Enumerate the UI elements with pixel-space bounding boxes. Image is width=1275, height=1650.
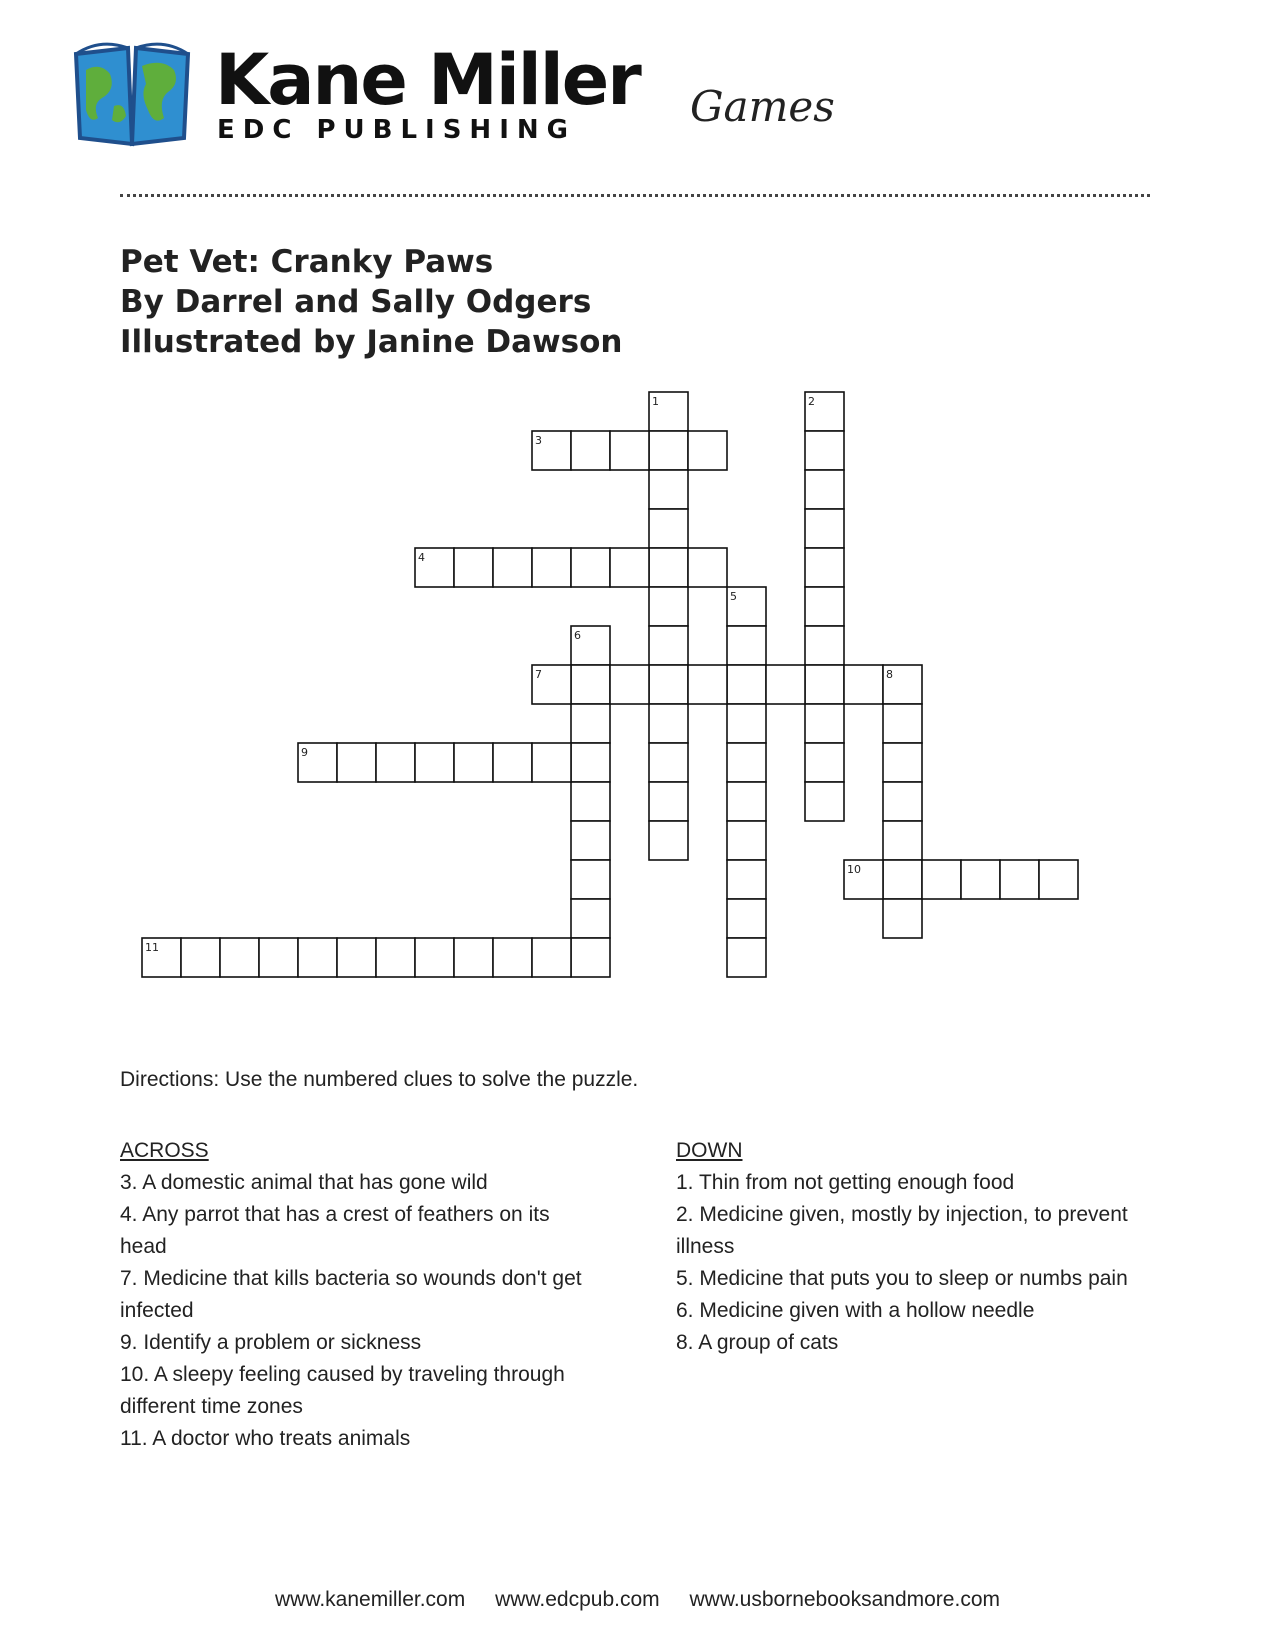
- clue-down-2: 2. Medicine given, mostly by injection, to prevent illness: [676, 1203, 1128, 1258]
- clue-across-9: 9. Identify a problem or sickness: [120, 1331, 422, 1354]
- clue-number-7: 7: [535, 668, 542, 681]
- grid-cell[interactable]: [805, 626, 844, 665]
- grid-cell[interactable]: [376, 743, 415, 782]
- grid-cell[interactable]: [727, 665, 766, 704]
- grid-cell[interactable]: [649, 743, 688, 782]
- link-edcpub[interactable]: www.edcpub.com: [495, 1588, 660, 1611]
- grid-cell[interactable]: [454, 743, 493, 782]
- footer-links: [0, 1588, 1275, 1612]
- grid-cell[interactable]: [883, 860, 922, 899]
- grid-cell[interactable]: [649, 665, 688, 704]
- grid-cell[interactable]: [571, 899, 610, 938]
- clue-number-5: 5: [730, 590, 737, 603]
- grid-cell[interactable]: [805, 743, 844, 782]
- clue-across-3: 3. A domestic animal that has gone wild: [120, 1171, 488, 1194]
- grid-cell[interactable]: [805, 431, 844, 470]
- grid-cell[interactable]: [727, 782, 766, 821]
- grid-cell[interactable]: [649, 782, 688, 821]
- grid-cell[interactable]: [805, 470, 844, 509]
- grid-cell[interactable]: [454, 548, 493, 587]
- grid-cell[interactable]: [961, 860, 1000, 899]
- grid-cell[interactable]: [337, 938, 376, 977]
- grid-cell[interactable]: [649, 470, 688, 509]
- grid-cell[interactable]: [649, 548, 688, 587]
- grid-cell[interactable]: [805, 509, 844, 548]
- grid-cell[interactable]: [649, 704, 688, 743]
- brand-name: Kane Miller: [215, 39, 640, 121]
- grid-cell[interactable]: [766, 665, 805, 704]
- book-illustrator: Illustrated by Janine Dawson: [120, 324, 623, 360]
- grid-cell[interactable]: [805, 782, 844, 821]
- grid-cell[interactable]: [571, 821, 610, 860]
- grid-cell[interactable]: [844, 665, 883, 704]
- grid-cell[interactable]: [571, 782, 610, 821]
- down-clues: [676, 1135, 1176, 1359]
- clue-number-8: 8: [886, 668, 893, 681]
- clue-down-6: 6. Medicine given with a hollow needle: [676, 1299, 1035, 1322]
- grid-cell[interactable]: [649, 821, 688, 860]
- grid-cell[interactable]: [532, 938, 571, 977]
- grid-cell[interactable]: [610, 548, 649, 587]
- grid-cell[interactable]: [571, 938, 610, 977]
- clue-number-6: 6: [574, 629, 581, 642]
- grid-cell[interactable]: [727, 626, 766, 665]
- grid-cell[interactable]: [727, 860, 766, 899]
- clue-down-5: 5. Medicine that puts you to sleep or numbs pain: [676, 1267, 1128, 1290]
- grid-cell[interactable]: [376, 938, 415, 977]
- grid-cell[interactable]: [883, 743, 922, 782]
- grid-cell[interactable]: [649, 431, 688, 470]
- grid-cell[interactable]: [805, 548, 844, 587]
- grid-cell[interactable]: [805, 665, 844, 704]
- grid-cell[interactable]: [727, 821, 766, 860]
- grid-cell[interactable]: [571, 548, 610, 587]
- clue-across-11: 11. A doctor who treats animals: [120, 1427, 411, 1450]
- book-title: Pet Vet: Cranky Paws: [120, 244, 494, 280]
- clue-number-11: 11: [145, 941, 159, 954]
- grid-cell[interactable]: [805, 587, 844, 626]
- grid-cell[interactable]: [610, 431, 649, 470]
- across-heading: ACROSS: [120, 1139, 209, 1162]
- grid-cell[interactable]: [298, 938, 337, 977]
- down-heading: DOWN: [676, 1139, 743, 1162]
- clue-down-1: 1. Thin from not getting enough food: [676, 1171, 1015, 1194]
- grid-cell[interactable]: [415, 743, 454, 782]
- grid-cell[interactable]: [727, 938, 766, 977]
- grid-cell[interactable]: [1039, 860, 1078, 899]
- grid-cell[interactable]: [571, 743, 610, 782]
- grid-cell[interactable]: [883, 782, 922, 821]
- grid-cell[interactable]: [688, 431, 727, 470]
- directions: Directions: Use the numbered clues to solve the puzzle.: [120, 1068, 639, 1091]
- grid-cell[interactable]: [493, 548, 532, 587]
- link-kanemiller[interactable]: www.kanemiller.com: [275, 1588, 466, 1611]
- clue-down-8: 8. A group of cats: [676, 1331, 839, 1354]
- grid-cell[interactable]: [259, 938, 298, 977]
- grid-cell[interactable]: [571, 665, 610, 704]
- clue-number-1: 1: [652, 395, 659, 408]
- grid-cell[interactable]: [181, 938, 220, 977]
- grid-cell[interactable]: [922, 860, 961, 899]
- grid-cell[interactable]: [571, 704, 610, 743]
- grid-cell[interactable]: [727, 704, 766, 743]
- grid-cell[interactable]: [220, 938, 259, 977]
- clue-number-2: 2: [808, 395, 815, 408]
- grid-cell[interactable]: [1000, 860, 1039, 899]
- grid-cell[interactable]: [883, 899, 922, 938]
- grid-cell[interactable]: [337, 743, 376, 782]
- grid-cell[interactable]: [532, 743, 571, 782]
- grid-cell[interactable]: [649, 587, 688, 626]
- grid-cell[interactable]: [883, 704, 922, 743]
- grid-cell[interactable]: [493, 743, 532, 782]
- grid-cell[interactable]: [883, 821, 922, 860]
- grid-cell[interactable]: [415, 938, 454, 977]
- clue-number-3: 3: [535, 434, 542, 447]
- grid-cell[interactable]: [649, 626, 688, 665]
- clue-number-9: 9: [301, 746, 308, 759]
- grid-cell[interactable]: [571, 860, 610, 899]
- across-clues: [120, 1135, 590, 1455]
- grid-cell[interactable]: [727, 899, 766, 938]
- grid-cell[interactable]: [649, 509, 688, 548]
- grid-cell[interactable]: [727, 743, 766, 782]
- grid-cell[interactable]: [610, 665, 649, 704]
- clue-across-7: 7. Medicine that kills bacteria so wounds don't get infected: [120, 1267, 582, 1322]
- book-authors: By Darrel and Sally Odgers: [120, 284, 592, 320]
- grid-cell[interactable]: [688, 665, 727, 704]
- grid-cell[interactable]: [571, 431, 610, 470]
- clue-number-10: 10: [847, 863, 861, 876]
- brand-subtitle: EDC PUBLISHING: [217, 115, 576, 145]
- grid-cell[interactable]: [493, 938, 532, 977]
- link-usborne[interactable]: www.usbornebooksandmore.com: [689, 1588, 1000, 1611]
- clue-number-4: 4: [418, 551, 425, 564]
- grid-cell[interactable]: [688, 548, 727, 587]
- clue-across-10: 10. A sleepy feeling caused by traveling through different time zones: [120, 1363, 565, 1418]
- section-label: Games: [690, 82, 835, 131]
- grid-cell[interactable]: [805, 704, 844, 743]
- clue-across-4: 4. Any parrot that has a crest of feathers on its head: [120, 1203, 550, 1258]
- grid-cell[interactable]: [454, 938, 493, 977]
- grid-cell[interactable]: [532, 548, 571, 587]
